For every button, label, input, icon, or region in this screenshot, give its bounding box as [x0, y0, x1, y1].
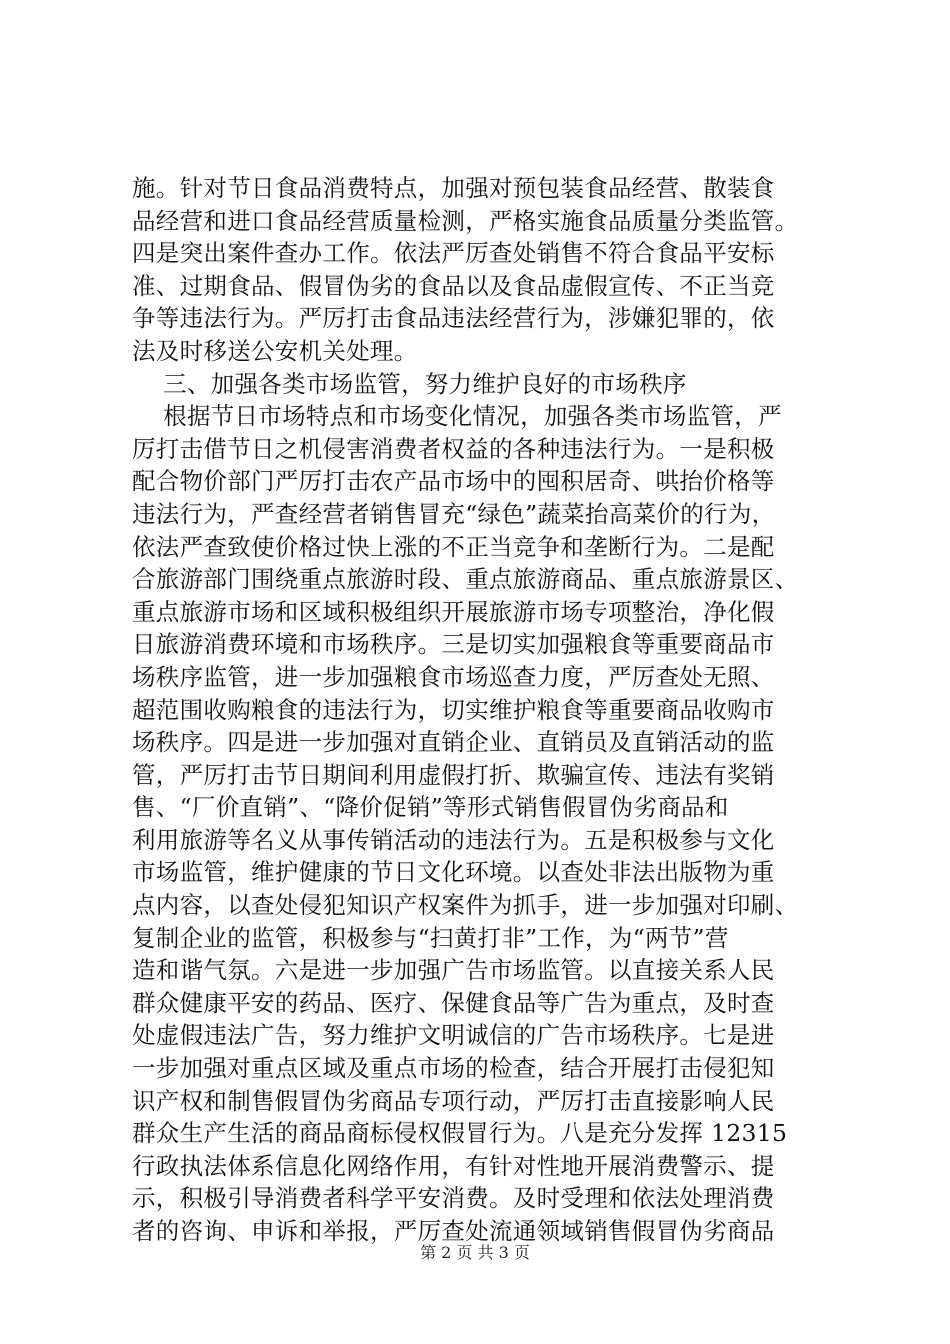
text-line: 超范围收购粮食的违法行为，切实维护粮食等重要商品收购市: [132, 695, 775, 724]
text-line: 场秩序监管，进一步加强粮食市场巡查力度，严厉查处无照、: [132, 662, 775, 691]
text-line: 售、“厂价直销”、“降价促销”等形式销售假冒伪劣商品和: [132, 793, 729, 822]
text-line: 厉打击借节日之机侵害消费者权益的各种违法行为。一是积极: [132, 434, 775, 463]
text-line: 重点旅游市场和区域积极组织开展旅游市场专项整治，净化假: [132, 597, 775, 626]
text-line: 品经营和进口食品经营质量检测，严格实施食品质量分类监管。: [132, 206, 799, 235]
text-line: 复制企业的监管，积极参与“扫黄打非”工作，为“两节”营: [132, 923, 729, 952]
text-line: 三、加强各类市场监管，努力维护良好的市场秩序: [132, 369, 687, 398]
text-line: 场秩序。四是进一步加强对直销企业、直销员及直销活动的监: [132, 728, 775, 757]
text-line: 管，严厉打击节日期间利用虚假打折、欺骗宣传、违法有奖销: [132, 760, 775, 789]
text-line: 合旅游部门围绕重点旅游时段、重点旅游商品、重点旅游景区、: [132, 565, 799, 594]
text-line: 者的咨询、申诉和举报，严厉查处流通领域销售假冒伪劣商品: [132, 1217, 775, 1245]
text-line: 处虚假违法广告，努力维护文明诚信的广告市场秩序。七是进: [132, 1021, 775, 1050]
text-line: 施。针对节日食品消费特点，加强对预包装食品经营、散装食: [132, 174, 775, 202]
page-footer: 第 2 页 共 3 页: [420, 1243, 530, 1262]
text-line: 群众生产生活的商品商标侵权假冒行为。八是充分发挥 12315: [132, 1119, 788, 1148]
text-line: 市场监管，维护健康的节日文化环境。以查处非法出版物为重: [132, 858, 775, 887]
text-line: 点内容，以查处侵犯知识产权案件为抓手，进一步加强对印刷、: [132, 891, 799, 920]
text-line: 法及时移送公安机关处理。: [132, 336, 418, 365]
text-line: 示，积极引导消费者科学平安消费。及时受理和依法处理消费: [132, 1184, 775, 1213]
text-line: 日旅游消费环境和市场秩序。三是切实加强粮食等重要商品市: [132, 630, 775, 659]
text-line: 利用旅游等名义从事传销活动的违法行为。五是积极参与文化: [132, 825, 775, 854]
text-line: 识产权和制售假冒伪劣商品专项行动，严厉打击直接影响人民: [132, 1086, 775, 1115]
body-text: [132, 172, 832, 1248]
text-line: 依法严查致使价格过快上涨的不正当竞争和垄断行为。二是配: [132, 532, 775, 561]
text-line: 造和谐气氛。六是进一步加强广告市场监管。以直接关系人民: [132, 956, 775, 985]
text-line: 根据节日市场特点和市场变化情况，加强各类市场监管，严: [132, 402, 782, 431]
text-line: 群众健康平安的药品、医疗、保健食品等广告为重点，及时查: [132, 988, 775, 1017]
text-line: 准、过期食品、假冒伪劣的食品以及食品虚假宣传、不正当竞: [132, 271, 775, 300]
text-line: 一步加强对重点区域及重点市场的检查，结合开展打击侵犯知: [132, 1054, 775, 1083]
text-line: 争等违法行为。严厉打击食品违法经营行为，涉嫌犯罪的，依: [132, 304, 775, 333]
text-line: 行政执法体系信息化网络作用，有针对性地开展消费警示、提: [132, 1151, 775, 1180]
text-line: 四是突出案件查办工作。依法严厉查处销售不符合食品平安标: [132, 239, 775, 268]
text-line: 违法行为，严查经营者销售冒充“绿色”蔬菜抬高菜价的行为，: [132, 499, 776, 528]
text-line: 配合物价部门严厉打击农产品市场中的囤积居奇、哄抬价格等: [132, 467, 775, 496]
